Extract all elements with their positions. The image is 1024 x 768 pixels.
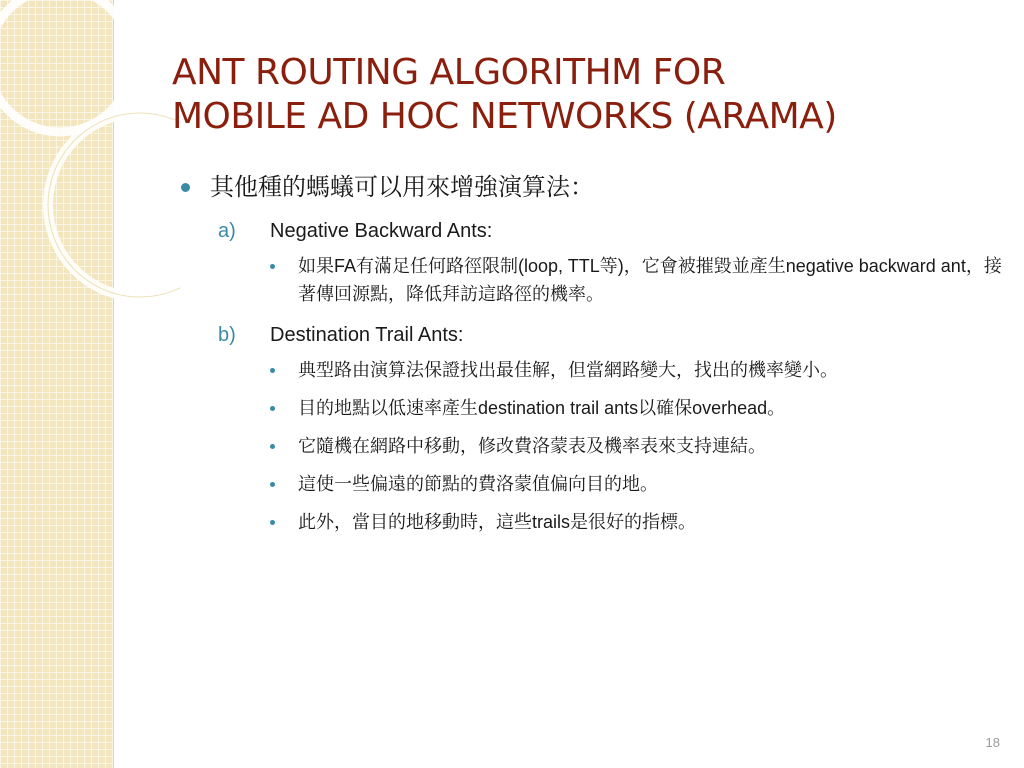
section-b-marker: b) [218, 324, 236, 346]
slide-content [178, 168, 1008, 536]
bullet-dot-icon [270, 482, 275, 487]
list-item-text: 它隨機在網路中移動，修改費洛蒙表及機率表來支持連結。 [298, 436, 766, 456]
list-item [270, 356, 1008, 384]
title-line-2: MOBILE AD HOC NETWORKS (ARAMA) [172, 96, 837, 137]
slide-title [172, 51, 992, 139]
decorative-circles [0, 0, 180, 300]
bullet-dot-icon [181, 183, 190, 192]
list-item-text: 典型路由演算法保證找出最佳解，但當網路變大，找出的機率變小。 [298, 360, 838, 380]
section-a-marker: a) [218, 220, 236, 242]
list-item-text: 如果FA有滿足任何路徑限制(loop, TTL等)，它會被摧毀並產生negative backward ant，接著傳回源點，降低拜訪這路徑的機率。 [298, 256, 1002, 304]
page-number: 18 [985, 735, 1000, 750]
list-item [270, 470, 1008, 498]
list-item-text: 此外，當目的地移動時，這些trails是很好的指標。 [298, 512, 697, 532]
list-item-text: 目的地點以低速率產生destination trail ants以確保overhead。 [298, 398, 786, 418]
section-b-heading [218, 320, 1008, 350]
section-a-heading [218, 216, 1008, 246]
section-a-title: Negative Backward Ants: [270, 220, 493, 242]
bullet-dot-icon [270, 264, 275, 269]
main-bullet [178, 168, 1008, 208]
list-item [270, 252, 1008, 308]
list-item-text: 這使一些偏遠的節點的費洛蒙值偏向目的地。 [298, 474, 658, 494]
bullet-dot-icon [270, 444, 275, 449]
list-item [270, 394, 1008, 422]
bullet-dot-icon [270, 406, 275, 411]
main-bullet-text: 其他種的螞蟻可以用來增強演算法： [210, 174, 594, 201]
bullet-dot-icon [270, 368, 275, 373]
list-item [270, 508, 1008, 536]
bullet-dot-icon [270, 520, 275, 525]
list-item [270, 432, 1008, 460]
section-b-title: Destination Trail Ants: [270, 324, 464, 346]
title-line-1: ANT ROUTING ALGORITHM FOR [172, 52, 726, 93]
